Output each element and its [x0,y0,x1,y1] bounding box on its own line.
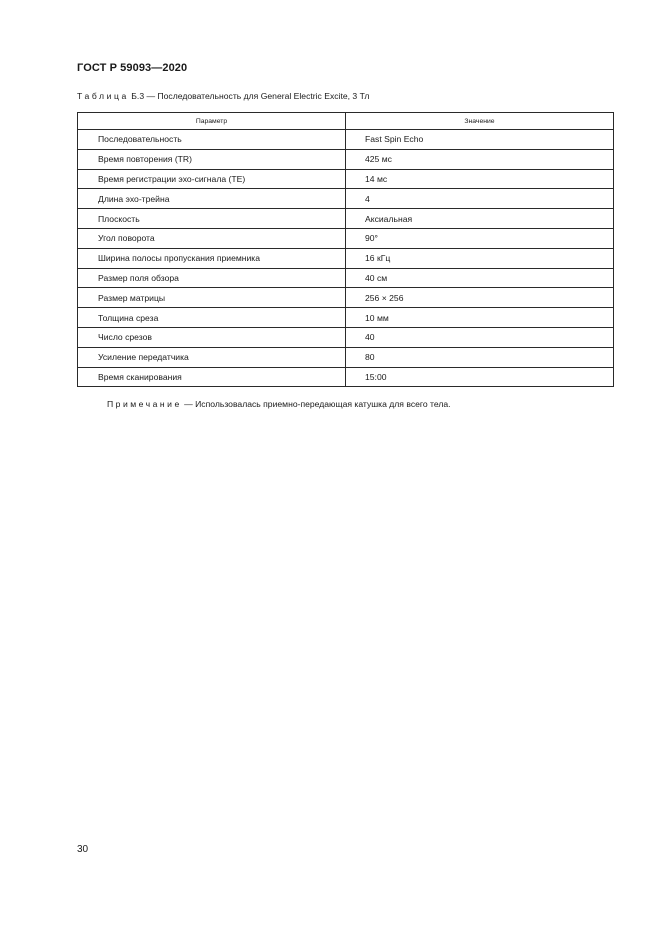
parameter-cell: Время сканирования [78,367,346,387]
note-prefix: Примечание [107,399,182,409]
parameter-cell: Последовательность [78,130,346,150]
table-row [78,347,614,367]
table-row [78,288,614,308]
value-cell: 256 × 256 [346,288,614,308]
table-body [78,130,614,387]
value-cell: 14 мс [346,169,614,189]
parameter-cell: Угол поворота [78,228,346,248]
table-caption-prefix: Таблица [77,91,129,101]
value-cell: 80 [346,347,614,367]
table-header-row [78,113,614,130]
table-row [78,228,614,248]
parameters-table [77,112,614,387]
value-cell: 425 мс [346,149,614,169]
value-cell: Fast Spin Echo [346,130,614,150]
column-header-value: Значение [346,113,614,130]
note-text: — Использовалась приемно-передающая катушка для всего тела. [181,399,451,409]
value-cell: Аксиальная [346,209,614,229]
parameter-cell: Ширина полосы пропускания приемника [78,248,346,268]
value-cell: 15:00 [346,367,614,387]
parameter-cell: Размер поля обзора [78,268,346,288]
table-row [78,149,614,169]
document-header: ГОСТ Р 59093—2020 [77,62,188,74]
table-row [78,367,614,387]
table-caption-text: Б.3 — Последовательность для General Electric Excite, 3 Тл [128,91,370,101]
table-caption [77,91,369,101]
table-row [78,268,614,288]
page-number: 30 [77,844,89,855]
table-note [107,399,451,409]
value-cell: 4 [346,189,614,209]
value-cell: 40 см [346,268,614,288]
table-row [78,308,614,328]
parameter-cell: Время повторения (TR) [78,149,346,169]
table-row [78,189,614,209]
value-cell: 90° [346,228,614,248]
table-row [78,248,614,268]
value-cell: 10 мм [346,308,614,328]
parameter-cell: Плоскость [78,209,346,229]
parameter-cell: Число срезов [78,327,346,347]
parameter-cell: Усиление передатчика [78,347,346,367]
table-row [78,327,614,347]
column-header-parameter: Параметр [78,113,346,130]
value-cell: 40 [346,327,614,347]
table-row [78,169,614,189]
parameter-cell: Размер матрицы [78,288,346,308]
table-row [78,209,614,229]
parameter-cell: Толщина среза [78,308,346,328]
value-cell: 16 кГц [346,248,614,268]
parameter-cell: Время регистрации эхо-сигнала (TE) [78,169,346,189]
table-row [78,130,614,150]
parameter-cell: Длина эхо-трейна [78,189,346,209]
